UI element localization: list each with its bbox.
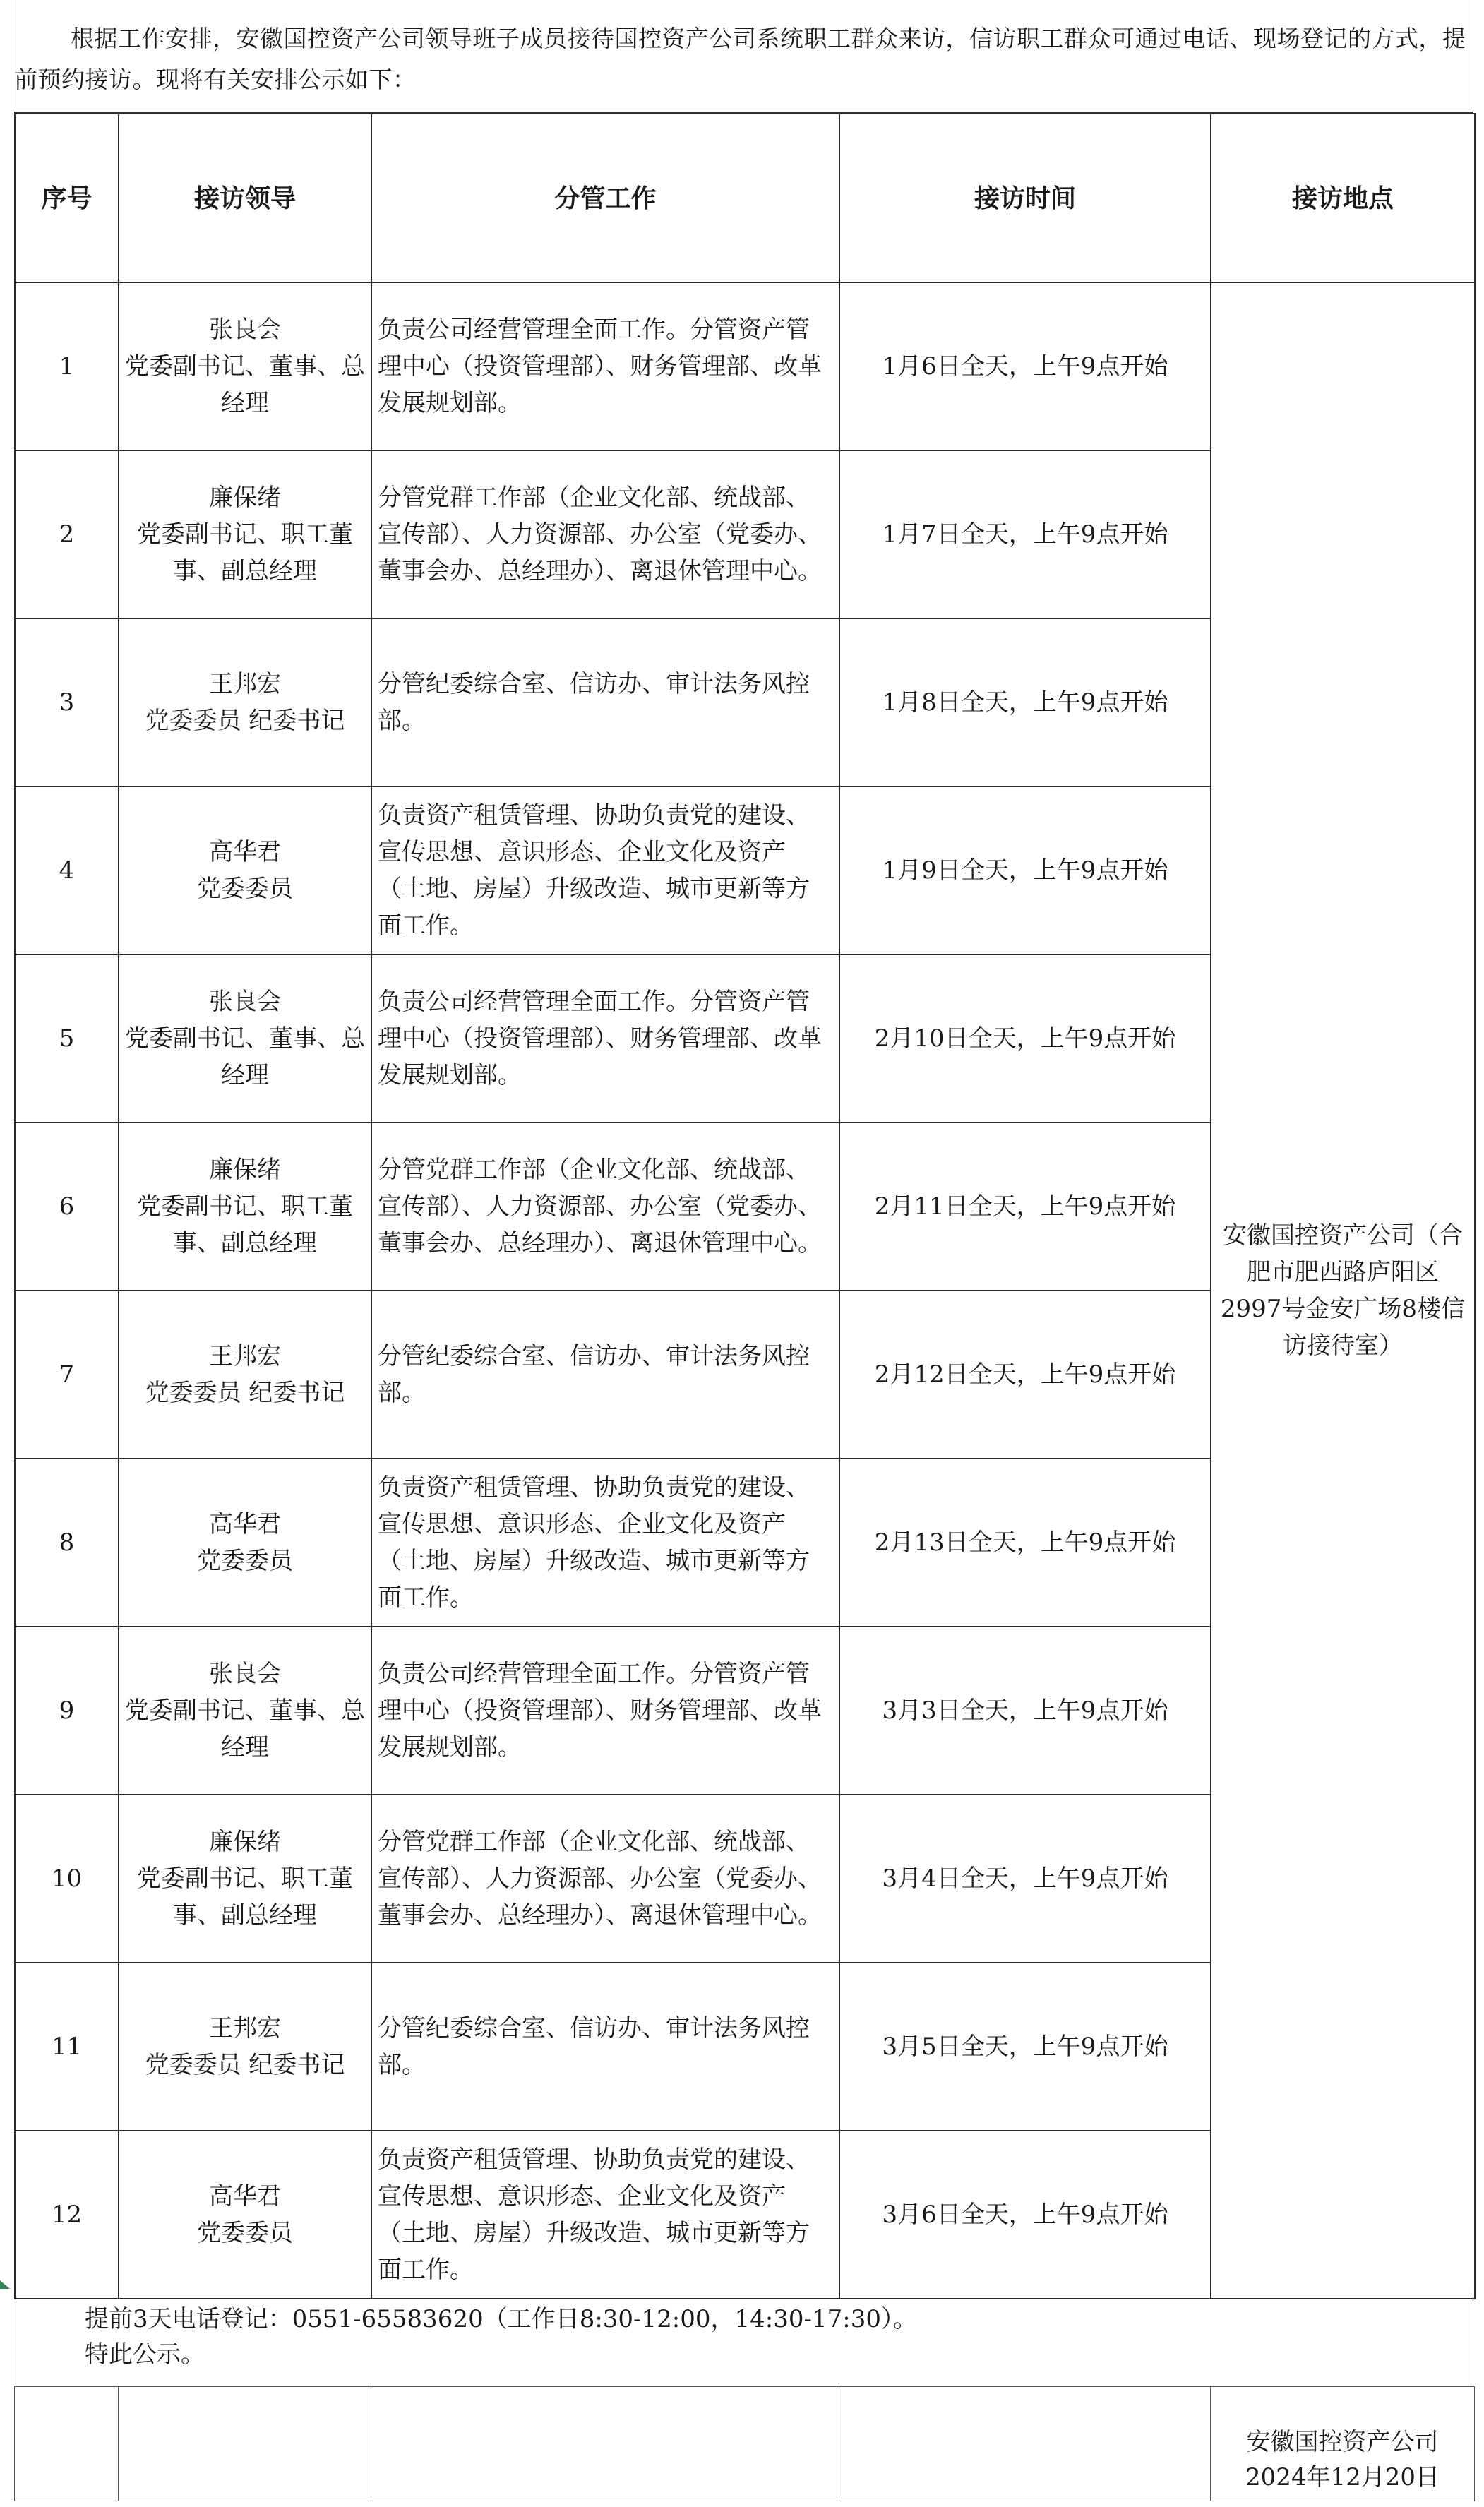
- time-cell: 1月8日全天，上午9点开始: [839, 618, 1211, 786]
- duty-cell: 负责资产租赁管理、协助负责党的建设、宣传思想、意识形态、企业文化及资产（土地、房屋）升级改造、城市更新等方面工作。: [371, 2131, 839, 2299]
- schedule-table: [14, 113, 1476, 2299]
- time-cell: 3月4日全天，上午9点开始: [839, 1795, 1211, 1963]
- row-number: 9: [15, 1627, 119, 1795]
- table-header-row: [15, 114, 1475, 282]
- row-number: 11: [15, 1963, 119, 2131]
- leader-name: 王邦宏: [209, 1342, 281, 1370]
- leader-title: 党委委员: [197, 875, 293, 903]
- row-number: 6: [15, 1123, 119, 1291]
- duty-cell: 分管党群工作部（企业文化部、统战部、宣传部）、人力资源部、办公室（党委办、董事会办、总经理办）、离退休管理中心。: [371, 450, 839, 618]
- leader-name: 张良会: [209, 316, 281, 344]
- leader-cell: [119, 1627, 371, 1795]
- cell-marker-icon: [0, 2280, 10, 2289]
- footer-notes: [14, 2287, 1474, 2386]
- duty-cell: 分管纪委综合室、信访办、审计法务风控部。: [371, 1291, 839, 1459]
- signature-date: 2024年12月20日: [1245, 2463, 1440, 2491]
- duty-cell: 负责公司经营管理全面工作。分管资产管理中心（投资管理部）、财务管理部、改革发展规划部。: [371, 1627, 839, 1795]
- duty-cell: 负责资产租赁管理、协助负责党的建设、宣传思想、意识形态、企业文化及资产（土地、房屋）升级改造、城市更新等方面工作。: [371, 1459, 839, 1627]
- leader-title: 党委副书记、董事、总经理: [125, 352, 365, 417]
- duty-cell: 分管纪委综合室、信访办、审计法务风控部。: [371, 1963, 839, 2131]
- leader-title: 党委副书记、董事、总经理: [125, 1697, 365, 1761]
- leader-name: 廉保绪: [209, 1828, 281, 1856]
- phone-note: 提前3天电话登记：0551-65583620（工作日8:30-12:00，14:30-17:30）。: [85, 2305, 917, 2333]
- leader-title: 党委委员 纪委书记: [145, 1379, 345, 1407]
- time-cell: 1月6日全天，上午9点开始: [839, 282, 1211, 450]
- leader-cell: [119, 450, 371, 618]
- leader-cell: [119, 786, 371, 955]
- leader-title: 党委副书记、职工董事、副总经理: [137, 1865, 353, 1929]
- duty-cell: 分管纪委综合室、信访办、审计法务风控部。: [371, 618, 839, 786]
- leader-cell: [119, 1291, 371, 1459]
- time-cell: 2月13日全天，上午9点开始: [839, 1459, 1211, 1627]
- duty-cell: 分管党群工作部（企业文化部、统战部、宣传部）、人力资源部、办公室（党委办、董事会办、总经理办）、离退休管理中心。: [371, 1123, 839, 1291]
- duty-cell: 负责公司经营管理全面工作。分管资产管理中心（投资管理部）、财务管理部、改革发展规划部。: [371, 955, 839, 1123]
- signature-org: 安徽国控资产公司: [1246, 2428, 1439, 2456]
- header-leader: 接访领导: [119, 114, 371, 282]
- leader-title: 党委副书记、职工董事、副总经理: [137, 1192, 353, 1257]
- table-row: [15, 282, 1475, 450]
- leader-cell: [119, 1963, 371, 2131]
- time-cell: 3月6日全天，上午9点开始: [839, 2131, 1211, 2299]
- duty-cell: 负责公司经营管理全面工作。分管资产管理中心（投资管理部）、财务管理部、改革发展规划部。: [371, 282, 839, 450]
- closing-note: 特此公示。: [85, 2340, 205, 2369]
- row-number: 12: [15, 2131, 119, 2299]
- row-number: 3: [15, 618, 119, 786]
- header-location: 接访地点: [1211, 114, 1475, 282]
- time-cell: 3月5日全天，上午9点开始: [839, 1963, 1211, 2131]
- time-cell: 1月7日全天，上午9点开始: [839, 450, 1211, 618]
- row-number: 2: [15, 450, 119, 618]
- leader-title: 党委委员: [197, 1547, 293, 1575]
- signature-table: [14, 2386, 1475, 2501]
- time-cell: 3月3日全天，上午9点开始: [839, 1627, 1211, 1795]
- leader-cell: [119, 2131, 371, 2299]
- leader-name: 廉保绪: [209, 1156, 281, 1184]
- leader-name: 王邦宏: [209, 2014, 281, 2042]
- leader-cell: [119, 1795, 371, 1963]
- empty-cell: [119, 2387, 371, 2501]
- row-number: 10: [15, 1795, 119, 1963]
- leader-name: 张良会: [209, 1660, 281, 1688]
- time-cell: 2月10日全天，上午9点开始: [839, 955, 1211, 1123]
- leader-name: 张良会: [209, 988, 281, 1016]
- leader-title: 党委委员 纪委书记: [145, 2051, 345, 2079]
- time-cell: 2月11日全天，上午9点开始: [839, 1123, 1211, 1291]
- header-time: 接访时间: [839, 114, 1211, 282]
- header-duty: 分管工作: [371, 114, 839, 282]
- leader-cell: [119, 1459, 371, 1627]
- leader-cell: [119, 1123, 371, 1291]
- time-cell: 1月9日全天，上午9点开始: [839, 786, 1211, 955]
- time-cell: 2月12日全天，上午9点开始: [839, 1291, 1211, 1459]
- row-number: 7: [15, 1291, 119, 1459]
- header-no: 序号: [15, 114, 119, 282]
- row-number: 1: [15, 282, 119, 450]
- leader-cell: [119, 955, 371, 1123]
- duty-cell: 分管党群工作部（企业文化部、统战部、宣传部）、人力资源部、办公室（党委办、董事会办、总经理办）、离退休管理中心。: [371, 1795, 839, 1963]
- leader-name: 王邦宏: [209, 670, 281, 698]
- leader-title: 党委委员: [197, 2219, 293, 2247]
- row-number: 5: [15, 955, 119, 1123]
- leader-title: 党委副书记、职工董事、副总经理: [137, 520, 353, 585]
- row-number: 8: [15, 1459, 119, 1627]
- signature-block: [1211, 2387, 1475, 2501]
- leader-title: 党委副书记、董事、总经理: [125, 1024, 365, 1089]
- intro-paragraph: 根据工作安排，安徽国控资产公司领导班子成员接待国控资产公司系统职工群众来访，信访职工群众可通过电话、现场登记的方式，提前预约接访。现将有关安排公示如下：: [14, 25, 1466, 93]
- location-cell: 安徽国控资产公司（合肥市肥西路庐阳区2997号金安广场8楼信访接待室）: [1211, 282, 1475, 2299]
- leader-name: 廉保绪: [209, 484, 281, 512]
- leader-cell: [119, 282, 371, 450]
- row-number: 4: [15, 786, 119, 955]
- empty-cell: [371, 2387, 839, 2501]
- leader-cell: [119, 618, 371, 786]
- empty-cell: [839, 2387, 1211, 2501]
- leader-name: 高华君: [209, 838, 281, 866]
- leader-name: 高华君: [209, 1510, 281, 1538]
- duty-cell: 负责资产租赁管理、协助负责党的建设、宣传思想、意识形态、企业文化及资产（土地、房屋）升级改造、城市更新等方面工作。: [371, 786, 839, 955]
- empty-cell: [15, 2387, 119, 2501]
- leader-title: 党委委员 纪委书记: [145, 707, 345, 735]
- leader-name: 高华君: [209, 2182, 281, 2210]
